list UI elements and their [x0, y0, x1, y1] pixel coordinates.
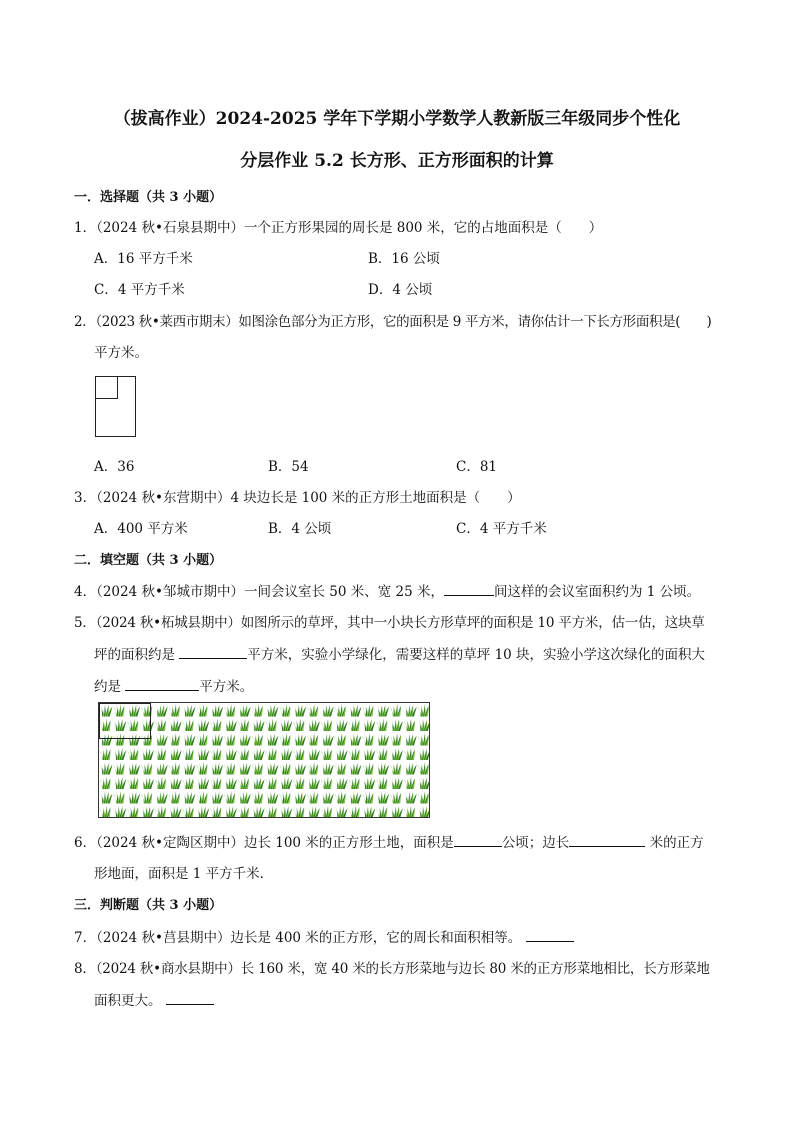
grass-tuft — [418, 762, 429, 775]
question-5-line-3-text-b: 平方米。 — [199, 679, 254, 695]
grass-tuft — [184, 791, 195, 804]
grass-tuft — [364, 719, 375, 732]
grass-tuft — [99, 777, 110, 790]
grass-tuft — [350, 762, 361, 775]
grass-tuft — [378, 704, 389, 717]
grass-tuft — [293, 777, 304, 790]
grass-tuft — [307, 733, 318, 746]
answer-blank[interactable] — [454, 834, 502, 847]
grass-tuft — [348, 806, 359, 819]
question-5-line-3 — [94, 675, 253, 695]
grass-tuft — [156, 791, 167, 804]
grass-tuft — [196, 762, 207, 775]
grass-tuft — [321, 806, 332, 819]
grass-tuft — [224, 704, 235, 717]
grass-tuft — [376, 777, 387, 790]
grass-tuft — [392, 748, 403, 761]
grass-tuft — [335, 704, 346, 717]
grass-tuft — [309, 777, 320, 790]
grass-tuft — [376, 806, 387, 819]
grass-tuft — [170, 777, 181, 790]
question-2-option-c: C．81 — [456, 459, 498, 475]
grass-tuft — [335, 791, 346, 804]
grass-tuft — [335, 733, 346, 746]
grass-tuft — [182, 777, 193, 790]
grass-tuft — [253, 806, 264, 819]
grass-tuft — [265, 806, 276, 819]
question-8-line-1: 8．（2024 秋•商水县期中）长 160 米，宽 40 米的长方形菜地与边长 80 米的正方形菜地相比，长方形菜地 — [74, 961, 710, 977]
grass-tuft — [405, 704, 416, 717]
question-6-text-c: 米的正方 — [645, 835, 704, 851]
grass-tuft — [115, 777, 126, 790]
grass-tuft — [350, 791, 361, 804]
grass-tuft — [418, 791, 429, 804]
question-5-line-2 — [94, 643, 705, 663]
title-line-1: （拔高作业）2024-2025 学年下学期小学数学人教新版三年级同步个性化 — [113, 109, 681, 129]
question-2-option-b: B．54 — [268, 459, 309, 475]
grass-tuft — [418, 704, 429, 717]
grass-tuft — [129, 791, 140, 804]
grass-tuft — [404, 777, 415, 790]
grass-tuft — [115, 806, 126, 819]
grass-tuft — [184, 762, 195, 775]
title-line-2: 分层作业 5.2 长方形、正方形面积的计算 — [240, 151, 554, 171]
question-5-line-2-text-a: 坪的面积约是 — [94, 647, 180, 663]
grass-tuft — [307, 791, 318, 804]
grass-tuft — [267, 733, 278, 746]
grass-tuft — [170, 719, 181, 732]
grass-tuft — [392, 806, 403, 819]
grass-tuft — [224, 733, 235, 746]
grass-tuft — [348, 777, 359, 790]
grass-tuft — [279, 704, 290, 717]
grass-tuft — [252, 762, 263, 775]
question-6-text-a: 6．（2024 秋•定陶区期中）边长 100 米的正方形土地，面积是 — [74, 835, 454, 851]
grass-tuft — [336, 748, 347, 761]
grass-tuft — [364, 777, 375, 790]
grass-tuft — [362, 704, 373, 717]
grass-tuft — [239, 791, 250, 804]
grass-tuft — [238, 806, 249, 819]
grass-tuft — [279, 733, 290, 746]
grass-tuft — [392, 777, 403, 790]
grass-tuft — [182, 719, 193, 732]
grass-tuft — [405, 733, 416, 746]
grass-tuft — [404, 806, 415, 819]
answer-blank[interactable] — [179, 646, 247, 659]
grass-tuft — [155, 806, 166, 819]
grass-tuft — [404, 719, 415, 732]
grass-tuft — [239, 733, 250, 746]
grass-tuft — [307, 704, 318, 717]
question-1-option-c: C．4 平方千米 — [94, 282, 185, 298]
question-3-option-c: C．4 平方千米 — [456, 521, 547, 537]
grass-tuft — [293, 719, 304, 732]
grass-tuft — [238, 748, 249, 761]
grass-tuft — [419, 777, 430, 790]
grass-tuft — [239, 762, 250, 775]
grass-tuft — [362, 791, 373, 804]
section-judge: 三．判断题（共 3 小题） — [74, 898, 223, 913]
question-3-option-a: A．400 平方米 — [94, 521, 188, 537]
grass-tuft — [224, 762, 235, 775]
question-1-option-b: B．16 公顷 — [368, 251, 440, 267]
grass-tuft — [198, 806, 209, 819]
section-fill-in: 二．填空题（共 3 小题） — [74, 553, 223, 568]
grass-tuft — [253, 777, 264, 790]
grass-tuft — [279, 762, 290, 775]
grass-tuft — [101, 762, 112, 775]
grass-tuft — [169, 733, 180, 746]
grass-tuft — [390, 791, 401, 804]
grass-tuft — [322, 704, 333, 717]
grass-tuft — [390, 762, 401, 775]
answer-blank[interactable] — [569, 834, 645, 847]
grass-tuft — [127, 777, 138, 790]
question-7-text: 7．（2024 秋•莒县期中）边长是 400 米的正方形，它的周长和面积相等。 — [74, 930, 526, 946]
grass-tuft — [335, 762, 346, 775]
grass-tuft — [378, 733, 389, 746]
grass-tuft — [198, 719, 209, 732]
answer-blank[interactable] — [166, 992, 214, 1005]
question-4 — [74, 580, 700, 600]
grass-tuft — [265, 748, 276, 761]
question-1-stem: 1．（2024 秋•石泉县期中）一个正方形果园的周长是 800 米，它的占地面积是（ ） — [74, 220, 603, 236]
grass-tuft — [281, 719, 292, 732]
grass-tuft — [390, 733, 401, 746]
grass-tuft — [364, 748, 375, 761]
grass-tuft — [101, 791, 112, 804]
grass-tuft — [295, 762, 306, 775]
grass-tuft — [99, 806, 110, 819]
grass-tuft — [226, 719, 237, 732]
grass-tuft — [156, 762, 167, 775]
rectangle-figure — [95, 376, 136, 437]
grass-tuft — [127, 748, 138, 761]
grass-tuft — [295, 733, 306, 746]
grass-tuft — [321, 719, 332, 732]
grass-tuft — [169, 791, 180, 804]
grass-tuft — [238, 719, 249, 732]
grass-tuft — [155, 719, 166, 732]
grass-tuft — [419, 806, 430, 819]
grass-tuft — [210, 748, 221, 761]
grass-tuft — [156, 704, 167, 717]
grass-tuft — [378, 762, 389, 775]
grass-tuft — [196, 704, 207, 717]
section-choice: 一．选择题（共 3 小题） — [74, 190, 223, 205]
grass-tuft — [295, 704, 306, 717]
grass-tuft — [113, 791, 124, 804]
question-7 — [74, 926, 574, 946]
grass-tuft — [265, 719, 276, 732]
grass-tuft — [348, 719, 359, 732]
grass-tuft — [295, 791, 306, 804]
grass-tuft — [169, 762, 180, 775]
grass-tuft — [212, 791, 223, 804]
grass-tuft — [99, 748, 110, 761]
grass-tuft — [378, 791, 389, 804]
question-6-text-b: 公顷；边长 — [501, 835, 570, 851]
grass-tuft — [170, 806, 181, 819]
grass-tuft — [336, 777, 347, 790]
grass-tuft — [239, 704, 250, 717]
grass-tuft — [267, 762, 278, 775]
grass-tuft — [184, 733, 195, 746]
grass-tuft — [127, 806, 138, 819]
grass-tuft — [364, 806, 375, 819]
grass-tuft — [322, 733, 333, 746]
grass-tuft — [210, 719, 221, 732]
grass-tuft — [281, 806, 292, 819]
grass-tuft — [226, 748, 237, 761]
grass-tuft — [155, 748, 166, 761]
question-5-line-3-text-a: 约是 — [94, 679, 126, 695]
grass-tuft — [252, 733, 263, 746]
grass-tuft — [224, 791, 235, 804]
grass-tuft — [252, 791, 263, 804]
grass-tuft — [267, 704, 278, 717]
shaded-square — [95, 376, 118, 399]
question-2-option-a: A．36 — [94, 459, 135, 475]
grass-tuft — [350, 733, 361, 746]
grass-tuft — [322, 791, 333, 804]
grass-tuft — [404, 748, 415, 761]
grass-tuft — [141, 762, 152, 775]
grass-tuft — [279, 791, 290, 804]
grass-tuft — [309, 806, 320, 819]
grass-tuft — [336, 806, 347, 819]
grass-tuft — [182, 806, 193, 819]
grass-tuft — [419, 719, 430, 732]
grass-tuft — [307, 762, 318, 775]
grass-tuft — [392, 719, 403, 732]
question-8-line-2 — [94, 989, 214, 1009]
answer-blank[interactable] — [526, 929, 574, 942]
grass-tuft — [212, 704, 223, 717]
grass-tuft — [405, 791, 416, 804]
grass-tuft — [113, 762, 124, 775]
grass-tuft — [210, 777, 221, 790]
question-5-line-2-text-b: 平方米，实验小学绿化，需要这样的草坪 10 块，实验小学这次绿化的面积大 — [247, 647, 706, 663]
grass-tuft — [169, 704, 180, 717]
grass-tuft — [238, 777, 249, 790]
question-6-line-2: 形地面，面积是 1 平方千米． — [94, 866, 274, 882]
grass-tuft — [226, 806, 237, 819]
question-4-part-1: 4．（2024 秋•邹城市期中）一间会议室长 50 米、宽 25 米， — [74, 584, 444, 600]
grass-tuft — [376, 748, 387, 761]
grass-tuft — [322, 762, 333, 775]
grass-tuft — [309, 748, 320, 761]
answer-blank[interactable] — [125, 678, 199, 691]
grass-tuft — [253, 748, 264, 761]
grass-tuft — [265, 777, 276, 790]
question-2-stem-continued: 平方米。 — [94, 345, 148, 361]
grass-tuft — [156, 733, 167, 746]
question-1-option-a: A．16 平方千米 — [94, 251, 193, 267]
grass-tuft — [198, 777, 209, 790]
grass-tuft — [419, 748, 430, 761]
grass-tuft — [252, 704, 263, 717]
question-4-part-2: 间这样的会议室面积约为 1 公顷。 — [493, 584, 701, 600]
grass-tuft — [293, 806, 304, 819]
grass-tuft — [336, 719, 347, 732]
grass-tuft — [141, 791, 152, 804]
grass-tuft — [376, 719, 387, 732]
grass-tuft — [348, 748, 359, 761]
grass-tuft — [155, 777, 166, 790]
grass-tuft — [210, 806, 221, 819]
grass-tuft — [321, 777, 332, 790]
grass-tuft — [196, 733, 207, 746]
question-2-stem: 2．（2023 秋•莱西市期末）如图涂色部分为正方形，它的面积是 9 平方米，请你估计一下长方形面积是( ) — [74, 314, 712, 330]
question-1-option-d: D．4 公顷 — [368, 282, 433, 298]
grass-tuft — [267, 791, 278, 804]
grass-tuft — [281, 748, 292, 761]
question-3-option-b: B．4 公顷 — [268, 521, 332, 537]
grass-tuft — [281, 777, 292, 790]
grass-tuft — [170, 748, 181, 761]
grass-tuft — [198, 748, 209, 761]
answer-blank[interactable] — [444, 583, 494, 596]
grass-tuft — [362, 762, 373, 775]
grass-tuft — [293, 748, 304, 761]
grass-tuft — [350, 704, 361, 717]
question-6-line-1 — [74, 831, 704, 851]
grass-tuft — [143, 777, 154, 790]
question-3-stem: 3．（2024 秋•东营期中）4 块边长是 100 米的正方形土地面积是（ ） — [74, 490, 521, 506]
grass-tuft — [362, 733, 373, 746]
grass-tuft — [115, 748, 126, 761]
grass-tuft — [418, 733, 429, 746]
grass-tuft — [129, 762, 140, 775]
grass-tuft — [253, 719, 264, 732]
grass-tuft — [321, 748, 332, 761]
grass-tuft — [309, 719, 320, 732]
grass-tuft — [212, 762, 223, 775]
grass-tuft — [405, 762, 416, 775]
grass-tuft — [143, 806, 154, 819]
grass-tuft — [182, 748, 193, 761]
grass-tuft — [226, 777, 237, 790]
grass-tuft — [184, 704, 195, 717]
question-5-line-1: 5．（2024 秋•柘城县期中）如图所示的草坪，其中一小块长方形草坪的面积是 10 平方米，估一估，这块草 — [74, 615, 705, 631]
grass-tuft — [143, 748, 154, 761]
grass-tuft — [390, 704, 401, 717]
grass-tuft — [212, 733, 223, 746]
lawn-figure — [98, 702, 430, 818]
question-8-text: 面积更大。 — [94, 993, 166, 1009]
small-lawn-outline — [99, 703, 151, 739]
grass-tuft — [196, 791, 207, 804]
